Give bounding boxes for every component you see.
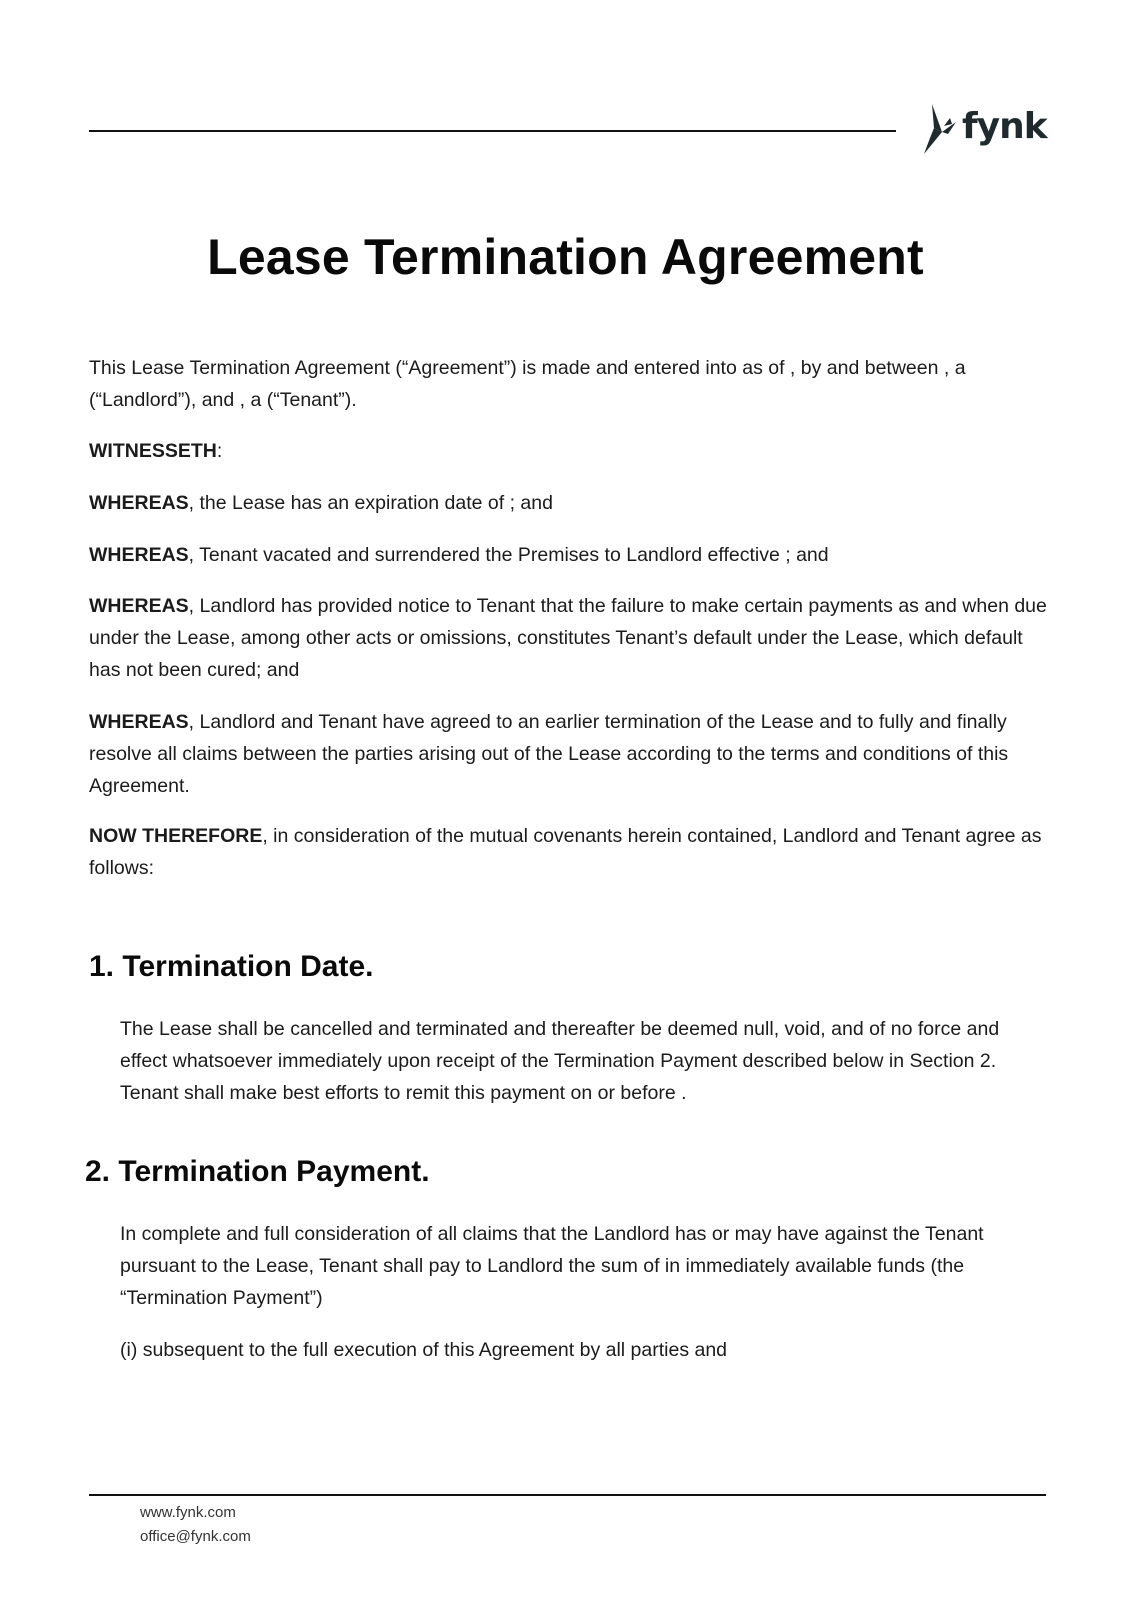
- section-2-item-i: (i) subsequent to the full execution of this Agreement by all parties and: [120, 1339, 728, 1361]
- section-1-heading: 1. Termination Date.: [89, 950, 374, 983]
- recital-text: , Tenant vacated and surrendered the Premises to Landlord effective ; and: [188, 544, 829, 566]
- recital-lead: WHEREAS: [89, 544, 189, 566]
- bird-icon: [922, 104, 958, 154]
- recital-lead: WHEREAS: [89, 492, 189, 514]
- brand-name: fynk: [962, 105, 1047, 147]
- section-2-body: In complete and full consideration of all claims that the Landlord has or may have against the Tenant pursuant to the Lease, Tenant shall pay to Landlord the sum of in immediately available funds (the “Termination Payment”): [120, 1223, 984, 1309]
- section-2-heading: 2. Termination Payment.: [85, 1155, 430, 1188]
- recital-2: [89, 539, 1049, 571]
- intro-text: This Lease Termination Agreement (“Agreement”) is made and entered into as of , by and between , a (“Landlord”), and , a (“Tenant”).: [89, 357, 966, 411]
- recital-text: , Landlord has provided notice to Tenant that the failure to make certain payments as and when due under the Lease, among other acts or omissions, constitutes Tenant’s default under the Lease, which default has not been cured; and: [89, 595, 1047, 681]
- footer-divider: [89, 1494, 1046, 1496]
- recital-lead: WHEREAS: [89, 711, 189, 733]
- now-therefore-paragraph: [89, 820, 1049, 884]
- recital-text: , the Lease has an expiration date of ; and: [188, 492, 553, 514]
- recital-3: [89, 590, 1049, 686]
- witnesseth-paragraph: [89, 435, 1049, 467]
- recital-text: , Landlord and Tenant have agreed to an earlier termination of the Lease and to fully and finally resolve all claims between the parties arising out of the Lease according to the terms and conditions of this Agreement.: [89, 711, 1009, 797]
- recital-lead: WHEREAS: [89, 595, 189, 617]
- section-1-body: The Lease shall be cancelled and terminated and thereafter be deemed null, void, and of no force and effect whatsoever immediately upon receipt of the Termination Payment described below in Section 2. Tenant shall make best efforts to remit this payment on or before .: [120, 1018, 1000, 1104]
- recital-1: [89, 487, 1049, 519]
- now-therefore-lead: NOW THEREFORE: [89, 825, 263, 847]
- footer-website: www.fynk.com: [140, 1504, 236, 1521]
- footer-email: office@fynk.com: [140, 1528, 251, 1545]
- witnesseth-text: :: [216, 440, 223, 462]
- witnesseth-lead: WITNESSETH: [89, 440, 217, 462]
- recital-4: [89, 706, 1049, 802]
- document-title: Lease Termination Agreement: [207, 229, 924, 285]
- now-therefore-text: , in consideration of the mutual covenants herein contained, Landlord and Tenant agree as follows:: [89, 825, 1042, 879]
- fynk-logo: [922, 104, 1047, 154]
- header-divider: [89, 130, 896, 132]
- intro-paragraph: [89, 352, 1049, 416]
